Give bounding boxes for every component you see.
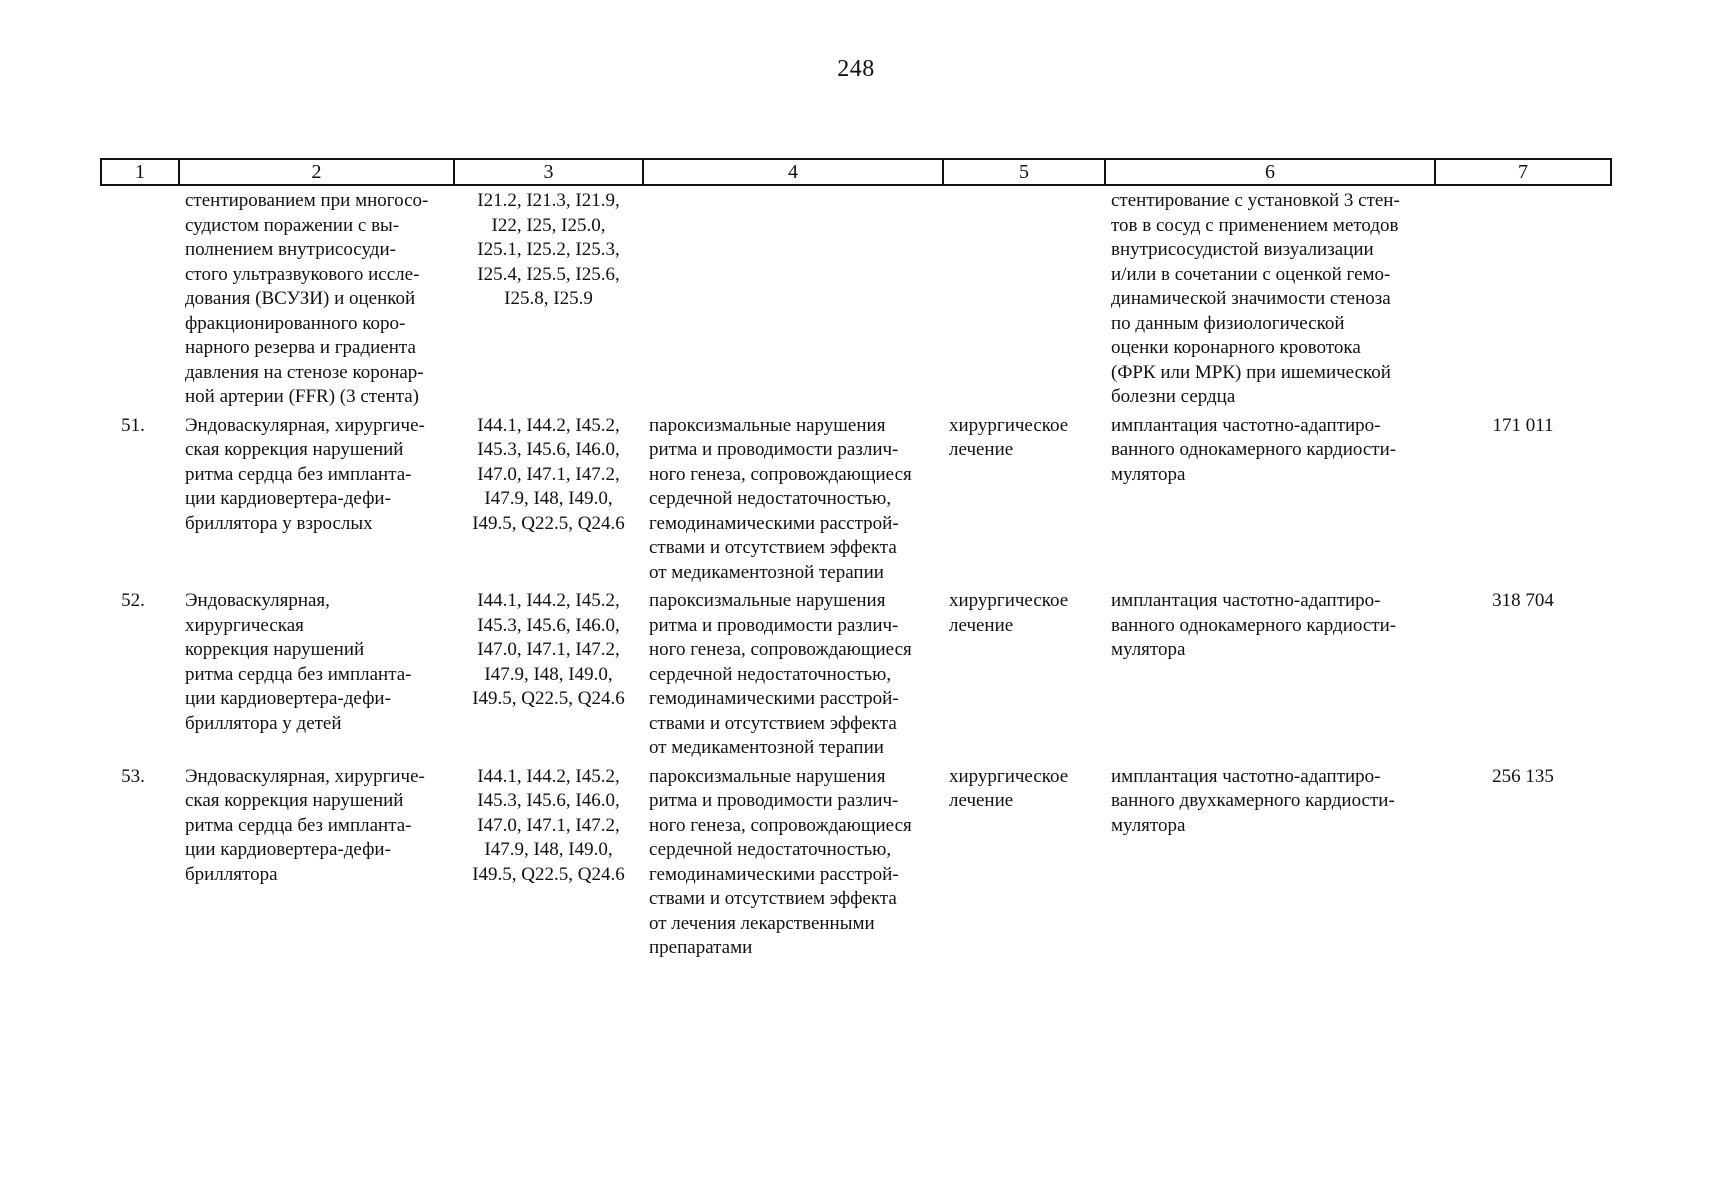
price: 171 011 (1492, 414, 1554, 436)
service-name: Эндоваскулярная, хирургиче- ская коррекция нарушений ритма сердца без импланта- ции кардиовертера-дефи- бриллятора (185, 765, 425, 885)
treatment-type: хирургическое лечение (949, 765, 1069, 811)
price: 318 704 (1492, 590, 1554, 611)
treatment-type (943, 185, 1105, 410)
page-number: 248 (837, 56, 875, 82)
service-name: Эндоваскулярная, хирургиче- ская коррекция нарушений ритма сердца без импланта- ции кардиовертера-дефи- бриллятора у взрослых (185, 414, 425, 534)
service-name: Эндоваскулярная, хирургическая коррекция нарушений ритма сердца без импланта- ции кардиовертера-дефи- бриллятора у детей (185, 590, 412, 734)
column-header-5: 5 (943, 159, 1105, 185)
patient-model: пароксизмальные нарушения ритма и проводимости различ- ного генеза, сопровождающиеся сердечной недостаточностью, гемодинамическими расстрой- ствами и отсутствием эффекта от лечения лекарственными препаратами (649, 765, 912, 958)
price: 256 135 (1492, 765, 1554, 787)
patient-model (643, 185, 943, 410)
column-header-7: 7 (1435, 159, 1611, 185)
row-number: 52. (121, 590, 145, 611)
icd-codes: I21.2, I21.3, I21.9, I22, I25, I25.0, I25.1, I25.2, I25.3, I25.4, I25.5, I25.6, I25.8, I25.9 (477, 190, 620, 309)
treatment-type: хирургическое лечение (949, 414, 1069, 460)
row-number: 53. (121, 765, 145, 787)
table-body (101, 185, 1611, 961)
icd-codes: I44.1, I44.2, I45.2, I45.3, I45.6, I46.0, I47.0, I47.1, I47.2, I47.9, I48, I49.0, I49.5, Q22.5, Q24.6 (472, 765, 625, 885)
table-row-53 (101, 761, 1611, 961)
services-table-container (100, 158, 1610, 961)
column-header-1: 1 (101, 159, 179, 185)
row-number: 51. (121, 414, 145, 436)
icd-codes: I44.1, I44.2, I45.2, I45.3, I45.6, I46.0, I47.0, I47.1, I47.2, I47.9, I48, I49.0, I49.5, Q22.5, Q24.6 (472, 590, 625, 709)
table-row-continuation (101, 185, 1611, 410)
patient-model: пароксизмальные нарушения ритма и проводимости различ- ного генеза, сопровождающиеся сердечной недостаточностью, гемодинамическими расстрой- ствами и отсутствием эффекта от медикаментозной терапии (649, 414, 912, 583)
header-row (101, 159, 1611, 185)
treatment-method: стентирование с установкой 3 стен- тов в сосуд с применением методов внутрисосудистой визуализации и/или в сочетании с оценкой гемо- динамической значимости стеноза по данным физиологической оценки коронарного кровотока (ФРК или МРК) при ишемической болезни сердца (1111, 190, 1400, 407)
table-header (101, 159, 1611, 185)
treatment-method: имплантация частотно-адаптиро- ванного двухкамерного кардиости- мулятора (1111, 765, 1395, 836)
column-header-2: 2 (179, 159, 454, 185)
row-number (101, 185, 179, 410)
table-row-52 (101, 585, 1611, 761)
column-header-6: 6 (1105, 159, 1435, 185)
services-table (100, 158, 1612, 961)
icd-codes: I44.1, I44.2, I45.2, I45.3, I45.6, I46.0, I47.0, I47.1, I47.2, I47.9, I48, I49.0, I49.5, Q22.5, Q24.6 (472, 414, 625, 534)
price (1435, 185, 1611, 410)
treatment-method: имплантация частотно-адаптиро- ванного однокамерного кардиости- мулятора (1111, 590, 1397, 660)
treatment-type: хирургическое лечение (949, 590, 1069, 636)
table-row-51 (101, 410, 1611, 586)
column-header-3: 3 (454, 159, 643, 185)
treatment-method: имплантация частотно-адаптиро- ванного однокамерного кардиости- мулятора (1111, 414, 1397, 485)
service-name: стентированием при многосо- судистом поражении с вы- полнением внутрисосуди- стого ультразвукового иссле- дования (ВСУЗИ) и оценкой фракционированного коро- нарного резерва и градиента давления на стенозе коронар- ной артерии (FFR) (3 стента) (185, 190, 429, 407)
patient-model: пароксизмальные нарушения ритма и проводимости различ- ного генеза, сопровождающиеся сердечной недостаточностью, гемодинамическими расстрой- ствами и отсутствием эффекта от медикаментозной терапии (649, 590, 912, 758)
column-header-4: 4 (643, 159, 943, 185)
